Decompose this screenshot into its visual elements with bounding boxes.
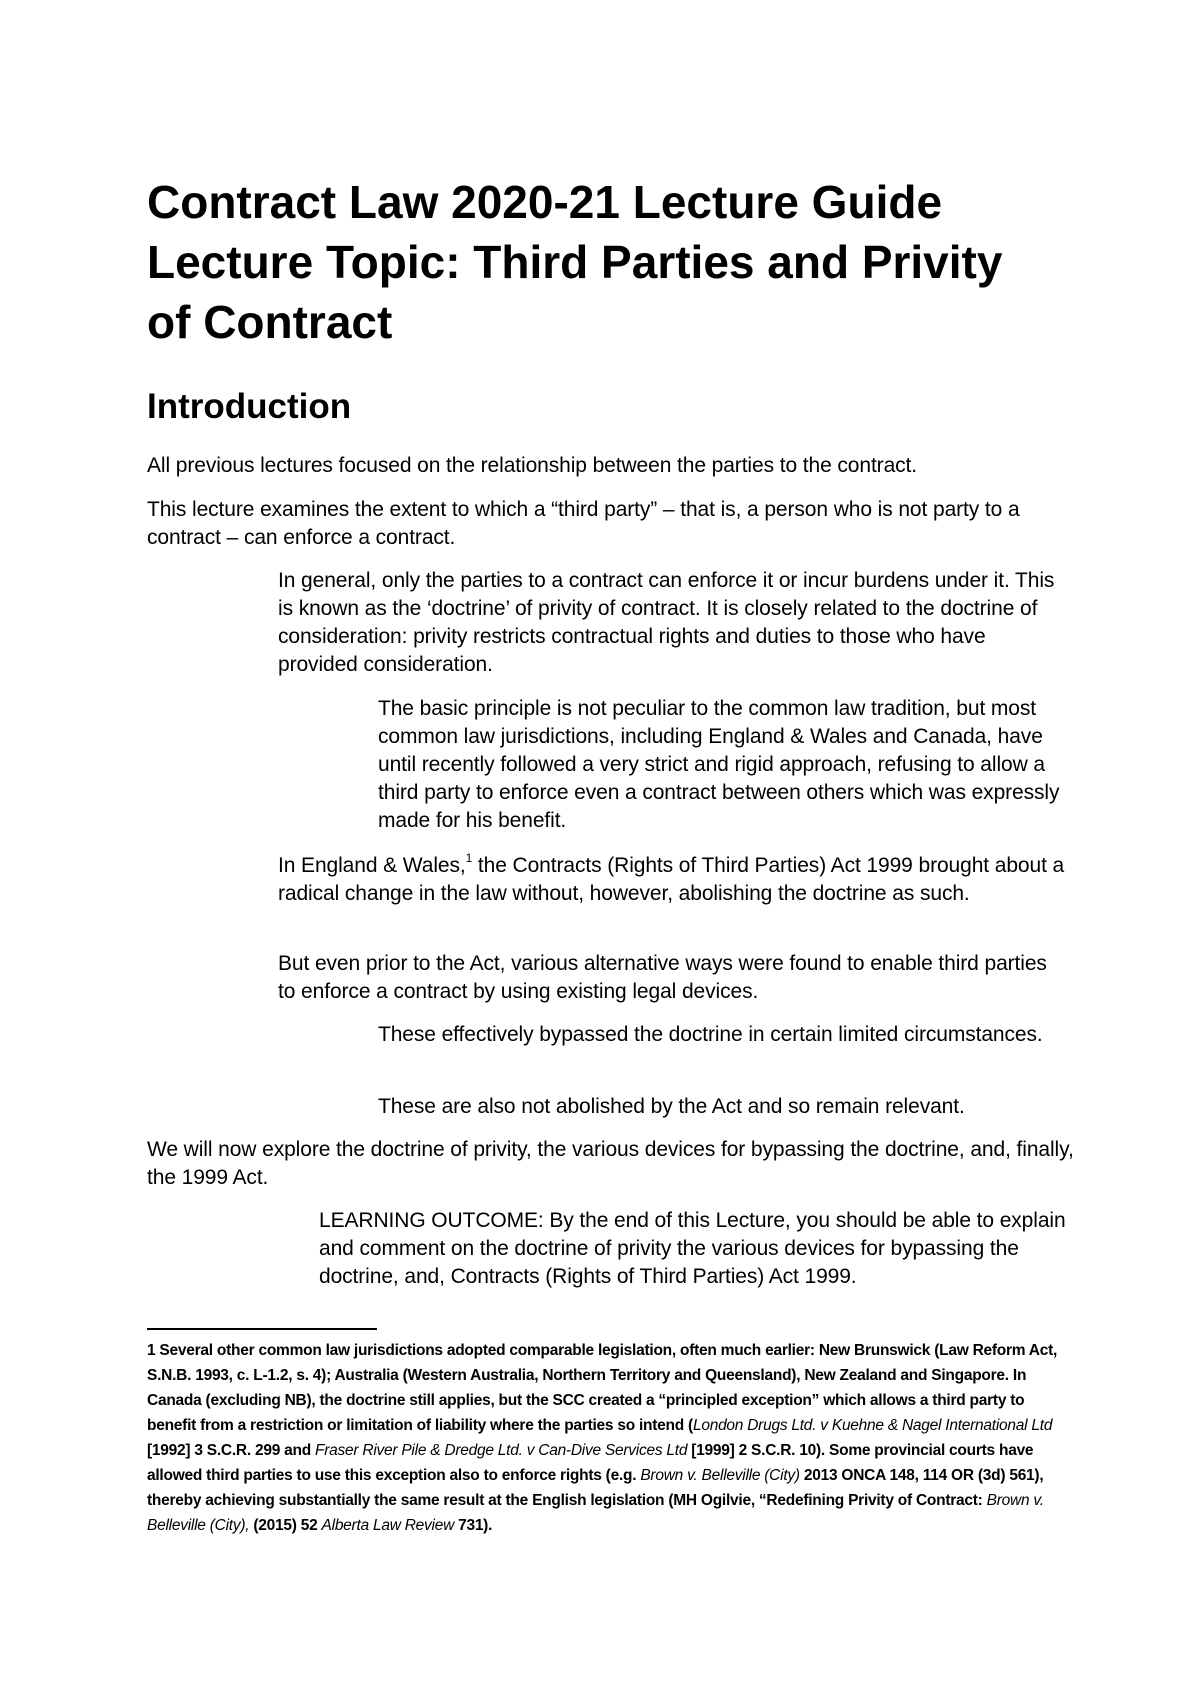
paragraph-doctrine-of-privity: In general, only the parties to a contract can enforce it or incur burdens under it. This is known as the ‘doctrine’ of privity of contract. It is closely related to the doctrine of consideration: privity restricts contractual rights and duties to those who have provided consideration. [278, 569, 1055, 676]
paragraph-bypassed-doctrine: These effectively bypassed the doctrine in certain limited circumstances. [378, 1023, 1043, 1046]
footnote-text: 1 Several other common law jurisdictions adopted comparable legislation, often much earlier: New Brunswick (Law Reform Act, S.N.B. 1993, c. L-1.2, s. 4); Australia (Western Australia, Northern Territory and Queensland), New Zealand and Singapore. In Canada (excluding NB), the doctrine still applies, but the SCC created a “principled exception” which allows a third party to benefit from a restriction or limitation of liability where the parties so intend ( [147, 1342, 1058, 1434]
footnote-case-citation: Fraser River Pile & Dredge Ltd. v Can-Dive Services Ltd [315, 1442, 688, 1459]
paragraph-third-party-scope: This lecture examines the extent to which a “third party” – that is, a person who is not party to a contract – can enforce a contract. [147, 498, 1020, 549]
paragraph-explore-privity: We will now explore the doctrine of privity, the various devices for bypassing the doctrine, and, finally, the 1999 Act. [147, 1138, 1074, 1189]
footnote-separator [147, 1328, 377, 1330]
paragraph-prior-to-act: But even prior to the Act, various alternative ways were found to enable third parties to enforce a contract by using existing legal devices. [278, 952, 1047, 1003]
footnote-case-citation: London Drugs Ltd. v Kuehne & Nagel International Ltd [692, 1417, 1053, 1434]
title-line-1: Contract Law 2020-21 Lecture Guide [147, 176, 943, 228]
footnote-text: [1999] 2 S.C.R. 10). Some provincial courts have allowed third parties to use this exception also to enforce rights (e.g. [147, 1442, 1034, 1484]
title-line-2: Lecture Topic: Third Parties and Privity [147, 236, 1003, 288]
footnote-journal-title: Alberta Law Review [321, 1517, 455, 1534]
paragraph-basic-principle: The basic principle is not peculiar to the common law tradition, but most common law jurisdictions, including England & Wales and Canada, have until recently followed a very strict and rigid approach, refusing to allow a third party to enforce even a contract between others which was expressly made for his benefit. [378, 697, 1060, 832]
footnote-text: [1992] 3 S.C.R. 299 and [147, 1442, 316, 1459]
document-title [147, 172, 1087, 352]
paragraph-previous-lectures: All previous lectures focused on the relationship between the parties to the contract. [147, 454, 918, 477]
paragraph-not-abolished: These are also not abolished by the Act and so remain relevant. [378, 1095, 965, 1118]
footnote-case-citation: Brown v. Belleville (City), [147, 1492, 1044, 1534]
paragraph-england-wales-act [278, 852, 1068, 908]
paragraph-england-wales-lead: In England & Wales, [278, 854, 466, 877]
paragraph-england-wales-rest: the Contracts (Rights of Third Parties) Act 1999 brought about a radical change in the law without, however, abolishing the doctrine as such. [278, 854, 1065, 905]
title-line-3: of Contract [147, 296, 393, 348]
paragraph-learning-outcome: LEARNING OUTCOME: By the end of this Lecture, you should be able to explain and comment on the doctrine of privity the various devices for bypassing the doctrine, and, Contracts (Rights of Third Parties) Act 1999. [319, 1209, 1066, 1288]
footnote-reference-1[interactable]: 1 [465, 851, 473, 865]
footnote-text: (2015) 52 [249, 1517, 322, 1534]
footnote-1 [147, 1338, 1067, 1538]
footnote-text: 731). [454, 1517, 493, 1534]
footnote-text: 2013 ONCA 148, 114 OR (3d) 561), thereby achieving substantially the same result at the English legislation (MH Ogilvie, “Redefining Privity of Contract: [147, 1467, 1044, 1509]
footnote-case-citation: Brown v. Belleville (City) [640, 1467, 800, 1484]
section-heading-introduction: Introduction [147, 387, 352, 426]
